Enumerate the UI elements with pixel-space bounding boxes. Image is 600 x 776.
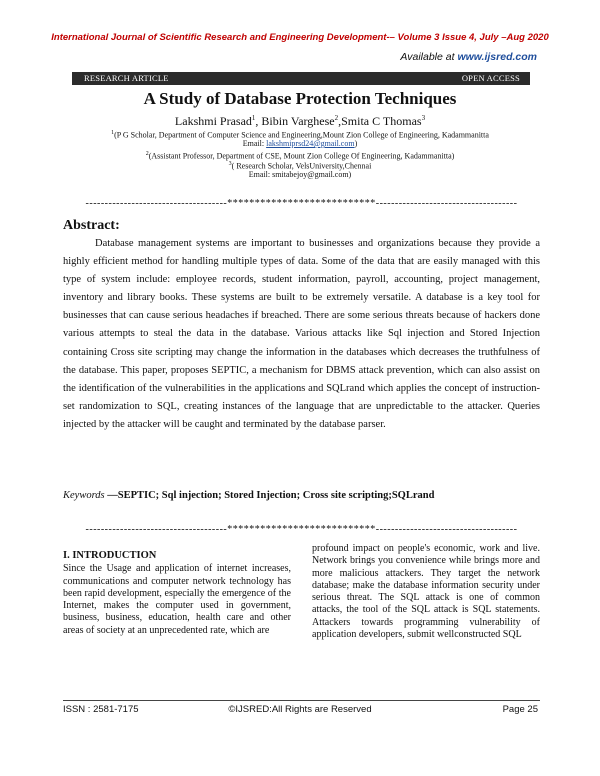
journal-header: International Journal of Scientific Research and Engineering Development-– Volume 3 Issue 4, July –Aug 2020 [51,32,549,43]
footer-page-number: Page 25 [502,704,538,715]
aff-text: Email: smitabejoy@gmail.com) [248,170,352,179]
email-link[interactable]: lakshmiprsd24@gmail.com [266,139,355,148]
article-type-label: RESEARCH ARTICLE [84,73,169,83]
article-type-bar [72,72,530,85]
aff-tail: ) [354,139,358,148]
aff-sup: 3 [228,161,232,167]
aff-text: (Assistant Professor, Department of CSE, Mount Zion College Of Engineering, Kadammanitta) [148,151,455,161]
separator-bottom: -------------------------------------***************************------------------------------------- [85,524,518,535]
keywords-label: Keywords [63,490,105,501]
column-right-text: profound impact on people's economic, work and live. Network brings you convenience while brings more and more malicious attackers. They target the network database; make the database information security under serious threat. The SQL attack is one of common attacks, the tool of the SQL attack is SQL statements. Attackers towards programming vulnerability of application developers, submit wellconstructed SQL [312,543,540,641]
aff-text: (P G Scholar, Department of Computer Science and Engineering,Mount Zion College of Engineering, Kadammanitta [114,130,489,140]
author-sup: 2 [334,114,339,122]
abstract-body: Database management systems are important to businesses and organizations because they provide a highly efficient method for handling multiple types of data. Some of the data that are easily managed with this type of system include: employee records, student information, payroll, accounting, project management, inventory and library books. These systems are built to be extremely versatile. A database is a key tool for businesses that can cause serious headaches if breached. There are some serious threats because of hackers done various attempts to steal the data in the database. Various attacks like Sql injection and Stored Injection containing Cross site scripting may change the information in the databases which decreases the truthfulness of the database. This paper, proposes SEPTIC, a mechanism for DBMS attack prevention, which can also assist on the identification of the vulnerabilities in the applications and SQLrand which applies the concept of instruction-set randomization to SQL, creating instances of the language that are unpredictable to the attacker. Queries injected by the attacker will be caught and terminated by the database parser. [63,238,540,430]
aff-sup: 2 [145,151,149,157]
column-left [63,550,291,637]
keywords-text: —SEPTIC; Sql injection; Stored Injection; Cross site scripting;SQLrand [104,490,435,501]
journal-url-link[interactable]: www.ijsred.com [457,51,537,63]
author-name: Bibin Varghese [261,114,335,128]
section-heading: I. INTRODUCTION [63,550,157,561]
footer-issn: ISSN : 2581-7175 [63,704,139,715]
footer-rule [63,700,540,701]
author-name: Smita C Thomas [341,114,422,128]
keywords-line [63,490,540,501]
author-sup: 3 [421,114,426,122]
availability-line [400,51,537,63]
author-name: Lakshmi Prasad [174,114,252,128]
open-access-label: OPEN ACCESS [461,73,520,83]
available-label: Available at [400,51,458,63]
aff-email-label: Email: [242,139,267,148]
footer-rights: ©IJSRED:All Rights are Reserved [228,704,372,715]
aff-text: ( Research Scholar, VelsUniversity,Chennai [231,161,372,171]
column-right [312,543,540,641]
separator-top: -------------------------------------***************************------------------------------------- [85,198,518,209]
abstract-heading: Abstract: [63,218,120,233]
affiliation-3-email [0,170,600,179]
column-left-text: Since the Usage and application of internet increases, communications and computer network technology has been rapid development, especially the emergence of the Internet, makes the computer used in government, business, business, education, health care and other areas of society at an unprecedented rate, which are [63,563,291,636]
paper-title: A Study of Database Protection Techniques [143,89,457,108]
author-sup: 1 [251,114,256,122]
aff-sup: 1 [111,130,115,136]
affiliation-1-email [0,139,600,148]
author-line: Lakshmi Prasad$^1$, Bibin Varghese$^2$,Smita C Thomas$^3$ [174,114,426,128]
